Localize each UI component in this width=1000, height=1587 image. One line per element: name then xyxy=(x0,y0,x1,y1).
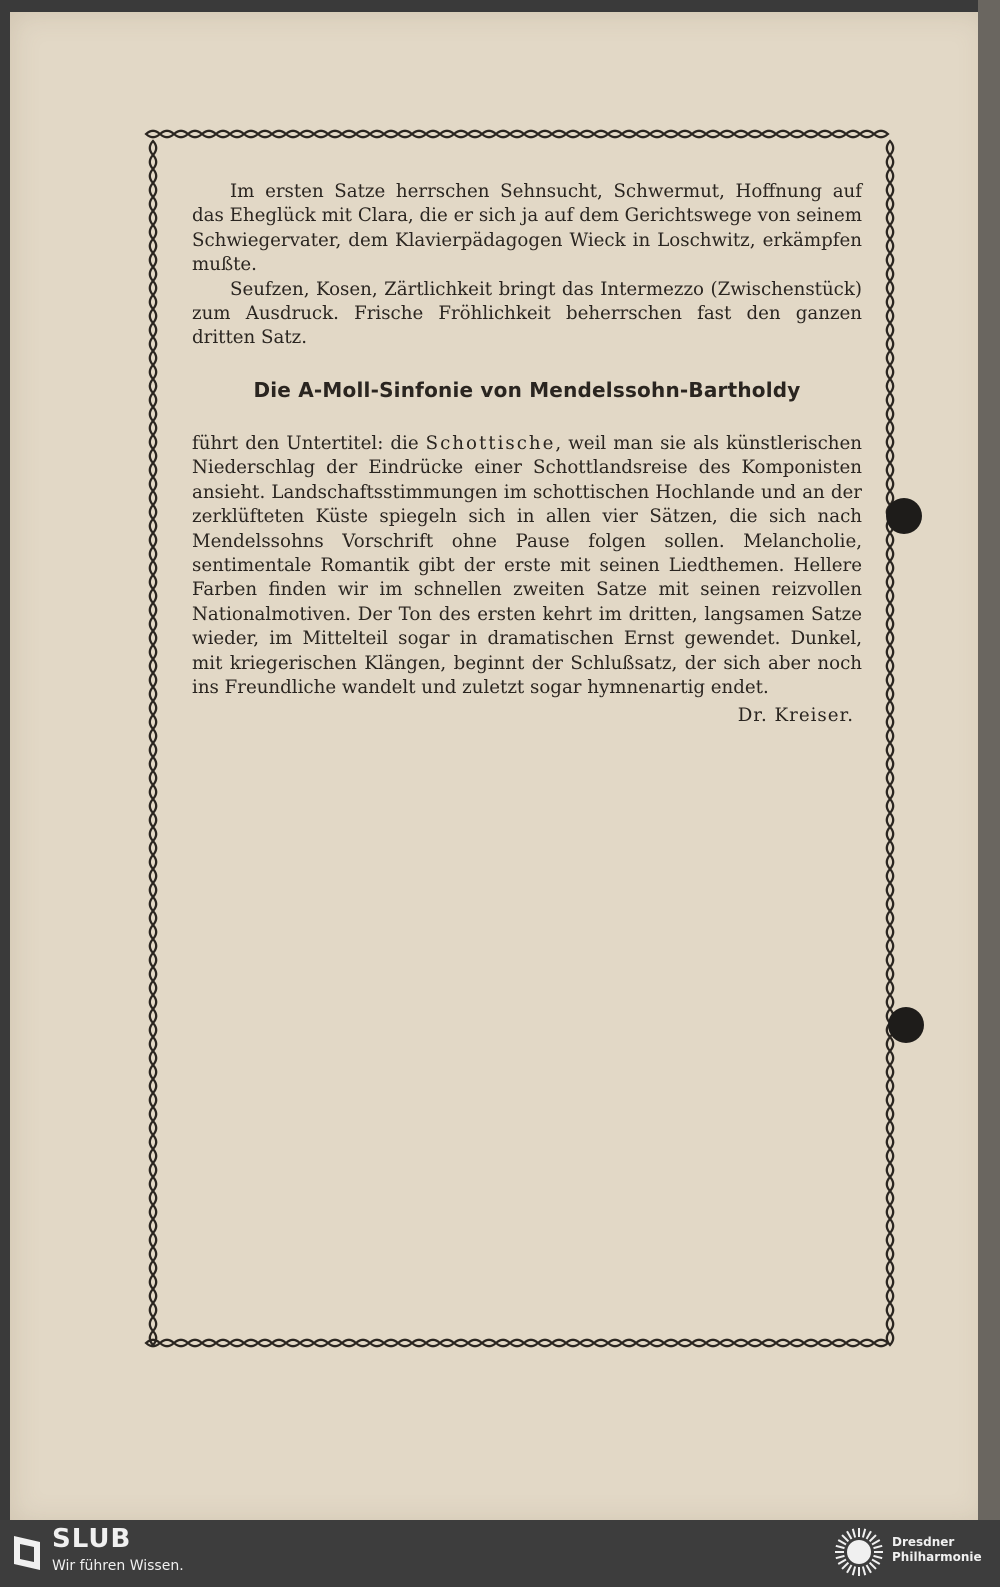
punch-hole-bottom xyxy=(888,1007,924,1043)
paragraph-first-movement: Im ersten Satze herrschen Sehnsucht, Schwermut, Hoffnung auf das Eheglück mit Clara, die er sich ja auf dem Gerichtswege von seinem Schwiegervater, dem Klavierpädagogen Wieck in Loschwitz, erkämpfen mußte. xyxy=(192,181,862,276)
paragraph-lead: führt den Untertitel: die xyxy=(192,433,426,454)
slub-tagline: Wir führen Wissen. xyxy=(52,1558,184,1574)
paragraph-intermezzo: Seufzen, Kosen, Zärtlichkeit bringt das Intermezzo (Zwischenstück) zum Ausdruck. Frische Fröhlichkeit beherrschen fast den ganzen dritten Satz. xyxy=(192,278,862,349)
partner-name-line1: Dresdner xyxy=(892,1535,955,1549)
section-body xyxy=(192,432,862,700)
partner-name-line2: Philharmonie xyxy=(892,1550,982,1564)
viewer-footer-bar xyxy=(0,1520,1000,1587)
slub-logo-icon xyxy=(12,1532,42,1572)
emphasized-title: Schottische xyxy=(425,433,556,454)
author-signature: Dr. Kreiser. xyxy=(737,705,854,726)
slub-name: SLUB xyxy=(52,1524,132,1554)
intro-text xyxy=(192,180,862,351)
punch-hole-top xyxy=(886,498,922,534)
philharmonie-logo-icon xyxy=(833,1526,885,1578)
section-heading: Die A-Moll-Sinfonie von Mendelssohn-Bartholdy xyxy=(253,378,801,402)
paragraph-rest: , weil man sie als künstlerischen Niederschlag der Eindrücke einer Schottlandsreise des Komponisten ansieht. Landschaftsstimmungen im schottischen Hochlande und an der zerklüfteten Küste spiegeln sich in allen vier Sätzen, die sich nach Mendelssohns Vorschrift ohne Pause folgen sollen. Melancholie, sentimentale Romantik gibt der erste mit seinen Liedthemen. Hellere Farben finden wir im schnellen zweiten Satze mit seinen reizvollen Nationalmotiven. Der Ton des ersten kehrt im dritten, langsamen Satze wieder, im Mittelteil sogar in dramatischen Ernst gewendet. Dunkel, mit kriegerischen Klängen, beginnt der Schlußsatz, der sich aber noch ins Freundliche wandelt und zuletzt sogar hymnenartig endet. xyxy=(192,433,862,699)
partner-name xyxy=(892,1535,982,1565)
paragraph-scottish-symphony xyxy=(192,432,862,700)
